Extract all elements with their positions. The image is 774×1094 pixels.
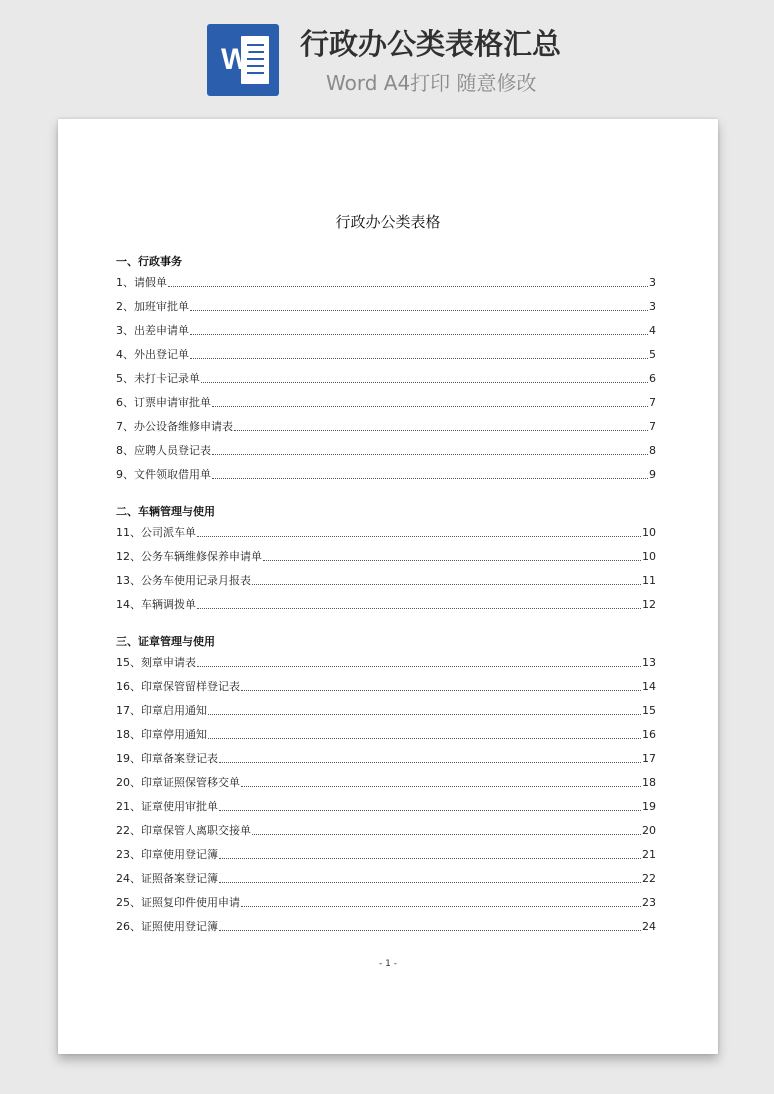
header xyxy=(0,0,774,110)
toc-entry[interactable] xyxy=(116,920,656,934)
toc-entry-page: 10 xyxy=(642,550,656,563)
toc-entry-page: 15 xyxy=(642,704,656,717)
word-icon-letter: W xyxy=(221,43,250,76)
dot-leader xyxy=(252,834,641,835)
toc-entry-page: 3 xyxy=(649,276,656,289)
dot-leader xyxy=(168,286,648,287)
dot-leader xyxy=(201,382,648,383)
dot-leader xyxy=(241,690,641,691)
document-title: 行政办公类表格 xyxy=(335,213,441,231)
toc-entry-page: 9 xyxy=(649,468,656,481)
document-page xyxy=(58,119,718,1054)
toc-entry[interactable] xyxy=(116,872,656,886)
word-document-icon xyxy=(207,24,279,96)
dot-leader xyxy=(263,560,641,561)
dot-leader xyxy=(190,334,648,335)
toc-entry[interactable] xyxy=(116,348,656,362)
toc-entry-page: 8 xyxy=(649,444,656,457)
dot-leader xyxy=(252,584,641,585)
toc-entry[interactable] xyxy=(116,550,656,564)
dot-leader xyxy=(197,536,641,537)
toc-entry-page: 3 xyxy=(649,300,656,313)
dot-leader xyxy=(190,358,648,359)
dot-leader xyxy=(212,478,648,479)
toc-entry-label: 9、文件领取借用单 xyxy=(116,468,211,481)
page-number: - 1 - xyxy=(379,959,397,969)
dot-leader xyxy=(241,786,641,787)
toc-entry-page: 7 xyxy=(649,420,656,433)
toc-entry-label: 25、证照复印件使用申请 xyxy=(116,896,240,909)
dot-leader xyxy=(212,454,648,455)
toc-entry-label: 13、公务车使用记录月报表 xyxy=(116,574,251,587)
toc-entry[interactable] xyxy=(116,468,656,482)
toc-entry-label: 21、证章使用审批单 xyxy=(116,800,218,813)
dot-leader xyxy=(219,858,641,859)
toc-entry-page: 4 xyxy=(649,324,656,337)
toc-entry[interactable] xyxy=(116,752,656,766)
toc-entry-label: 17、印章启用通知 xyxy=(116,704,207,717)
toc-entry[interactable] xyxy=(116,896,656,910)
toc-entry[interactable] xyxy=(116,848,656,862)
toc-entry-page: 24 xyxy=(642,920,656,933)
toc-entry[interactable] xyxy=(116,444,656,458)
toc-entry[interactable] xyxy=(116,598,656,612)
dot-leader xyxy=(212,406,648,407)
toc-entry-page: 21 xyxy=(642,848,656,861)
toc-entry-label: 11、公司派车单 xyxy=(116,526,196,539)
toc-entry-page: 23 xyxy=(642,896,656,909)
toc-entry-page: 18 xyxy=(642,776,656,789)
toc-entry-label: 1、请假单 xyxy=(116,276,167,289)
toc-entry-page: 22 xyxy=(642,872,656,885)
toc-entry-label: 4、外出登记单 xyxy=(116,348,189,361)
toc-entry[interactable] xyxy=(116,704,656,718)
toc-entry[interactable] xyxy=(116,420,656,434)
dot-leader xyxy=(190,310,648,311)
toc-entry[interactable] xyxy=(116,526,656,540)
dot-leader xyxy=(234,430,648,431)
toc-entry-label: 3、出差申请单 xyxy=(116,324,189,337)
toc-entry-page: 7 xyxy=(649,396,656,409)
toc-entry[interactable] xyxy=(116,324,656,338)
toc-entry-page: 20 xyxy=(642,824,656,837)
section-heading: 二、车辆管理与使用 xyxy=(116,505,215,518)
toc-entry-page: 11 xyxy=(642,574,656,587)
toc-entry-label: 24、证照备案登记簿 xyxy=(116,872,218,885)
toc-entry-label: 18、印章停用通知 xyxy=(116,728,207,741)
toc-entry-label: 19、印章备案登记表 xyxy=(116,752,218,765)
toc-entry-label: 16、印章保管留样登记表 xyxy=(116,680,240,693)
banner-title: 行政办公类表格汇总 xyxy=(300,27,562,61)
toc-entry[interactable] xyxy=(116,276,656,290)
toc-entry[interactable] xyxy=(116,728,656,742)
dot-leader xyxy=(241,906,641,907)
toc-entry-page: 10 xyxy=(642,526,656,539)
toc-entry-page: 6 xyxy=(649,372,656,385)
toc-entry[interactable] xyxy=(116,680,656,694)
toc-entry[interactable] xyxy=(116,776,656,790)
section-heading: 一、行政事务 xyxy=(116,255,182,268)
dot-leader xyxy=(197,608,641,609)
toc-entry[interactable] xyxy=(116,300,656,314)
toc-entry-label: 20、印章证照保管移交单 xyxy=(116,776,240,789)
toc-entry-label: 26、证照使用登记簿 xyxy=(116,920,218,933)
toc-entry[interactable] xyxy=(116,656,656,670)
toc-entry-label: 8、应聘人员登记表 xyxy=(116,444,211,457)
toc-entry-label: 5、未打卡记录单 xyxy=(116,372,200,385)
toc-entry-label: 6、订票申请审批单 xyxy=(116,396,211,409)
toc-entry-page: 13 xyxy=(642,656,656,669)
toc-entry-page: 12 xyxy=(642,598,656,611)
toc-entry-page: 5 xyxy=(649,348,656,361)
toc-entry[interactable] xyxy=(116,372,656,386)
dot-leader xyxy=(219,882,641,883)
toc-entry-page: 14 xyxy=(642,680,656,693)
dot-leader xyxy=(219,930,641,931)
toc-entry-label: 23、印章使用登记簿 xyxy=(116,848,218,861)
toc-entry-label: 7、办公设备维修申请表 xyxy=(116,420,233,433)
toc-entry-page: 16 xyxy=(642,728,656,741)
toc-entry-label: 12、公务车辆维修保养申请单 xyxy=(116,550,262,563)
section-heading: 三、证章管理与使用 xyxy=(116,635,215,648)
dot-leader xyxy=(208,738,641,739)
banner-subtitle: Word A4打印 随意修改 xyxy=(326,71,537,95)
toc-entry-label: 22、印章保管人离职交接单 xyxy=(116,824,251,837)
toc-entry-page: 19 xyxy=(642,800,656,813)
toc-entry[interactable] xyxy=(116,396,656,410)
toc-entry-page: 17 xyxy=(642,752,656,765)
toc-entry-label: 2、加班审批单 xyxy=(116,300,189,313)
dot-leader xyxy=(197,666,641,667)
dot-leader xyxy=(219,810,641,811)
toc-entry[interactable] xyxy=(116,800,656,814)
dot-leader xyxy=(208,714,641,715)
toc-entry-label: 14、车辆调拨单 xyxy=(116,598,196,611)
toc-entry[interactable] xyxy=(116,824,656,838)
toc-entry-label: 15、刻章申请表 xyxy=(116,656,196,669)
dot-leader xyxy=(219,762,641,763)
toc-entry[interactable] xyxy=(116,574,656,588)
